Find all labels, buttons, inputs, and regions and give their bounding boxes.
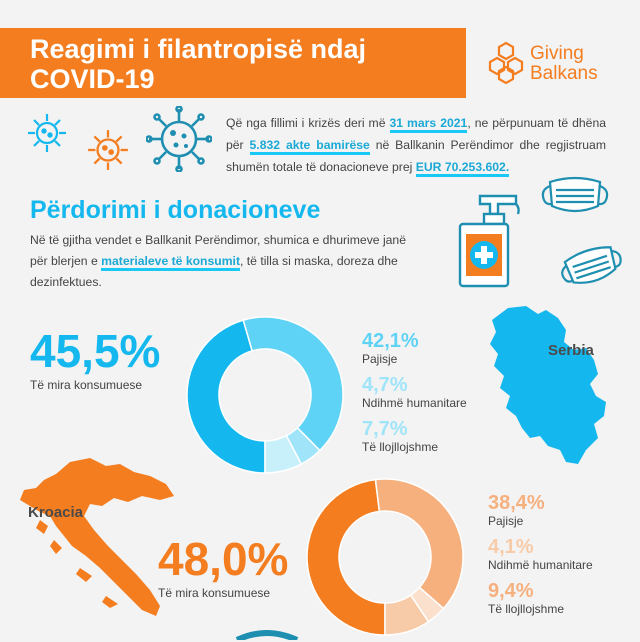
title-line-1: Reagimi i filantropisë ndaj [30,34,367,64]
croatia-map-icon [10,456,180,640]
croatia-stat-label-1: Pajisje [488,514,524,528]
virus-icon-small-blue [26,112,68,154]
virus-icon-small-orange [86,128,130,172]
serbia-stats [362,330,467,454]
croatia-main-pct: 48,0% [158,533,289,585]
section-body [30,230,420,293]
intro-amount-highlight: EUR 70.253.602. [416,160,510,177]
serbia-stat-pct-1: 42,1% [362,330,419,352]
serbia-stat-label-3: Të llojllojshme [362,440,439,454]
serbia-country-label: Serbia [548,342,594,359]
sanitizer-bottle-icon [454,186,534,290]
croatia-stats [488,492,593,616]
intro-acts-highlight: 5.832 akte bamirëse [250,138,370,155]
serbia-map-icon [486,304,612,468]
croatia-stat-pct-2: 4,1% [488,536,534,558]
giving-balkans-logo-icon [484,40,528,84]
croatia-stat-pct-3: 9,4% [488,580,534,602]
virus-icon-large-teal [146,106,212,172]
serbia-main-stat [30,325,161,392]
intro-text-3: në Ballkanin Perëndimor dhe regjistruam shumën totale të donacioneve prej [226,138,606,174]
croatia-stat-label-3: Të llojllojshme [488,602,565,616]
serbia-stat-label-2: Ndihmë humanitare [362,396,467,410]
serbia-main-label: Të mira konsumuese [30,378,143,392]
intro-paragraph [226,112,606,178]
face-mask-icon-2 [556,240,628,296]
next-donut-peek [232,630,302,640]
serbia-donut-chart [180,310,350,480]
page-title [30,34,450,94]
croatia-country-label: Kroacia [28,504,84,521]
intro-text-1: Që nga fillimi i krizës deri më [226,116,390,130]
logo-line-1: Giving [530,43,584,64]
croatia-main-label: Të mira konsumuese [158,586,271,600]
logo-line-2: Balkans [530,63,598,84]
serbia-stat-label-1: Pajisje [362,352,398,366]
section-body-highlight: materialeve të konsumit [101,254,240,271]
croatia-donut-chart [300,472,470,642]
croatia-stat-pct-1: 38,4% [488,492,545,514]
croatia-donut-segment-1 [307,480,385,635]
serbia-stat-pct-2: 4,7% [362,374,408,396]
intro-text-2: , ne përpunuam të dhëna për [226,116,607,152]
logo-text [530,44,598,84]
serbia-stat-pct-3: 7,7% [362,418,408,440]
serbia-main-pct: 45,5% [30,325,161,377]
section-body-text-2: , të tilla si maska, doreza dhe dezinfektues. [30,254,398,289]
section-body-text-1: Në të gjitha vendet e Ballkanit Perëndimor, shumica e dhurimeve janë për blerjen e [30,233,406,268]
title-line-2: COVID-19 [30,64,155,94]
croatia-stat-label-2: Ndihmë humanitare [488,558,593,572]
croatia-donut-segments [307,479,463,635]
croatia-main-stat [158,533,289,600]
intro-date-highlight: 31 mars 2021 [390,116,468,133]
section-title: Përdorimi i donacioneve [30,196,321,224]
face-mask-icon [536,172,614,222]
serbia-donut-segments [187,317,343,473]
